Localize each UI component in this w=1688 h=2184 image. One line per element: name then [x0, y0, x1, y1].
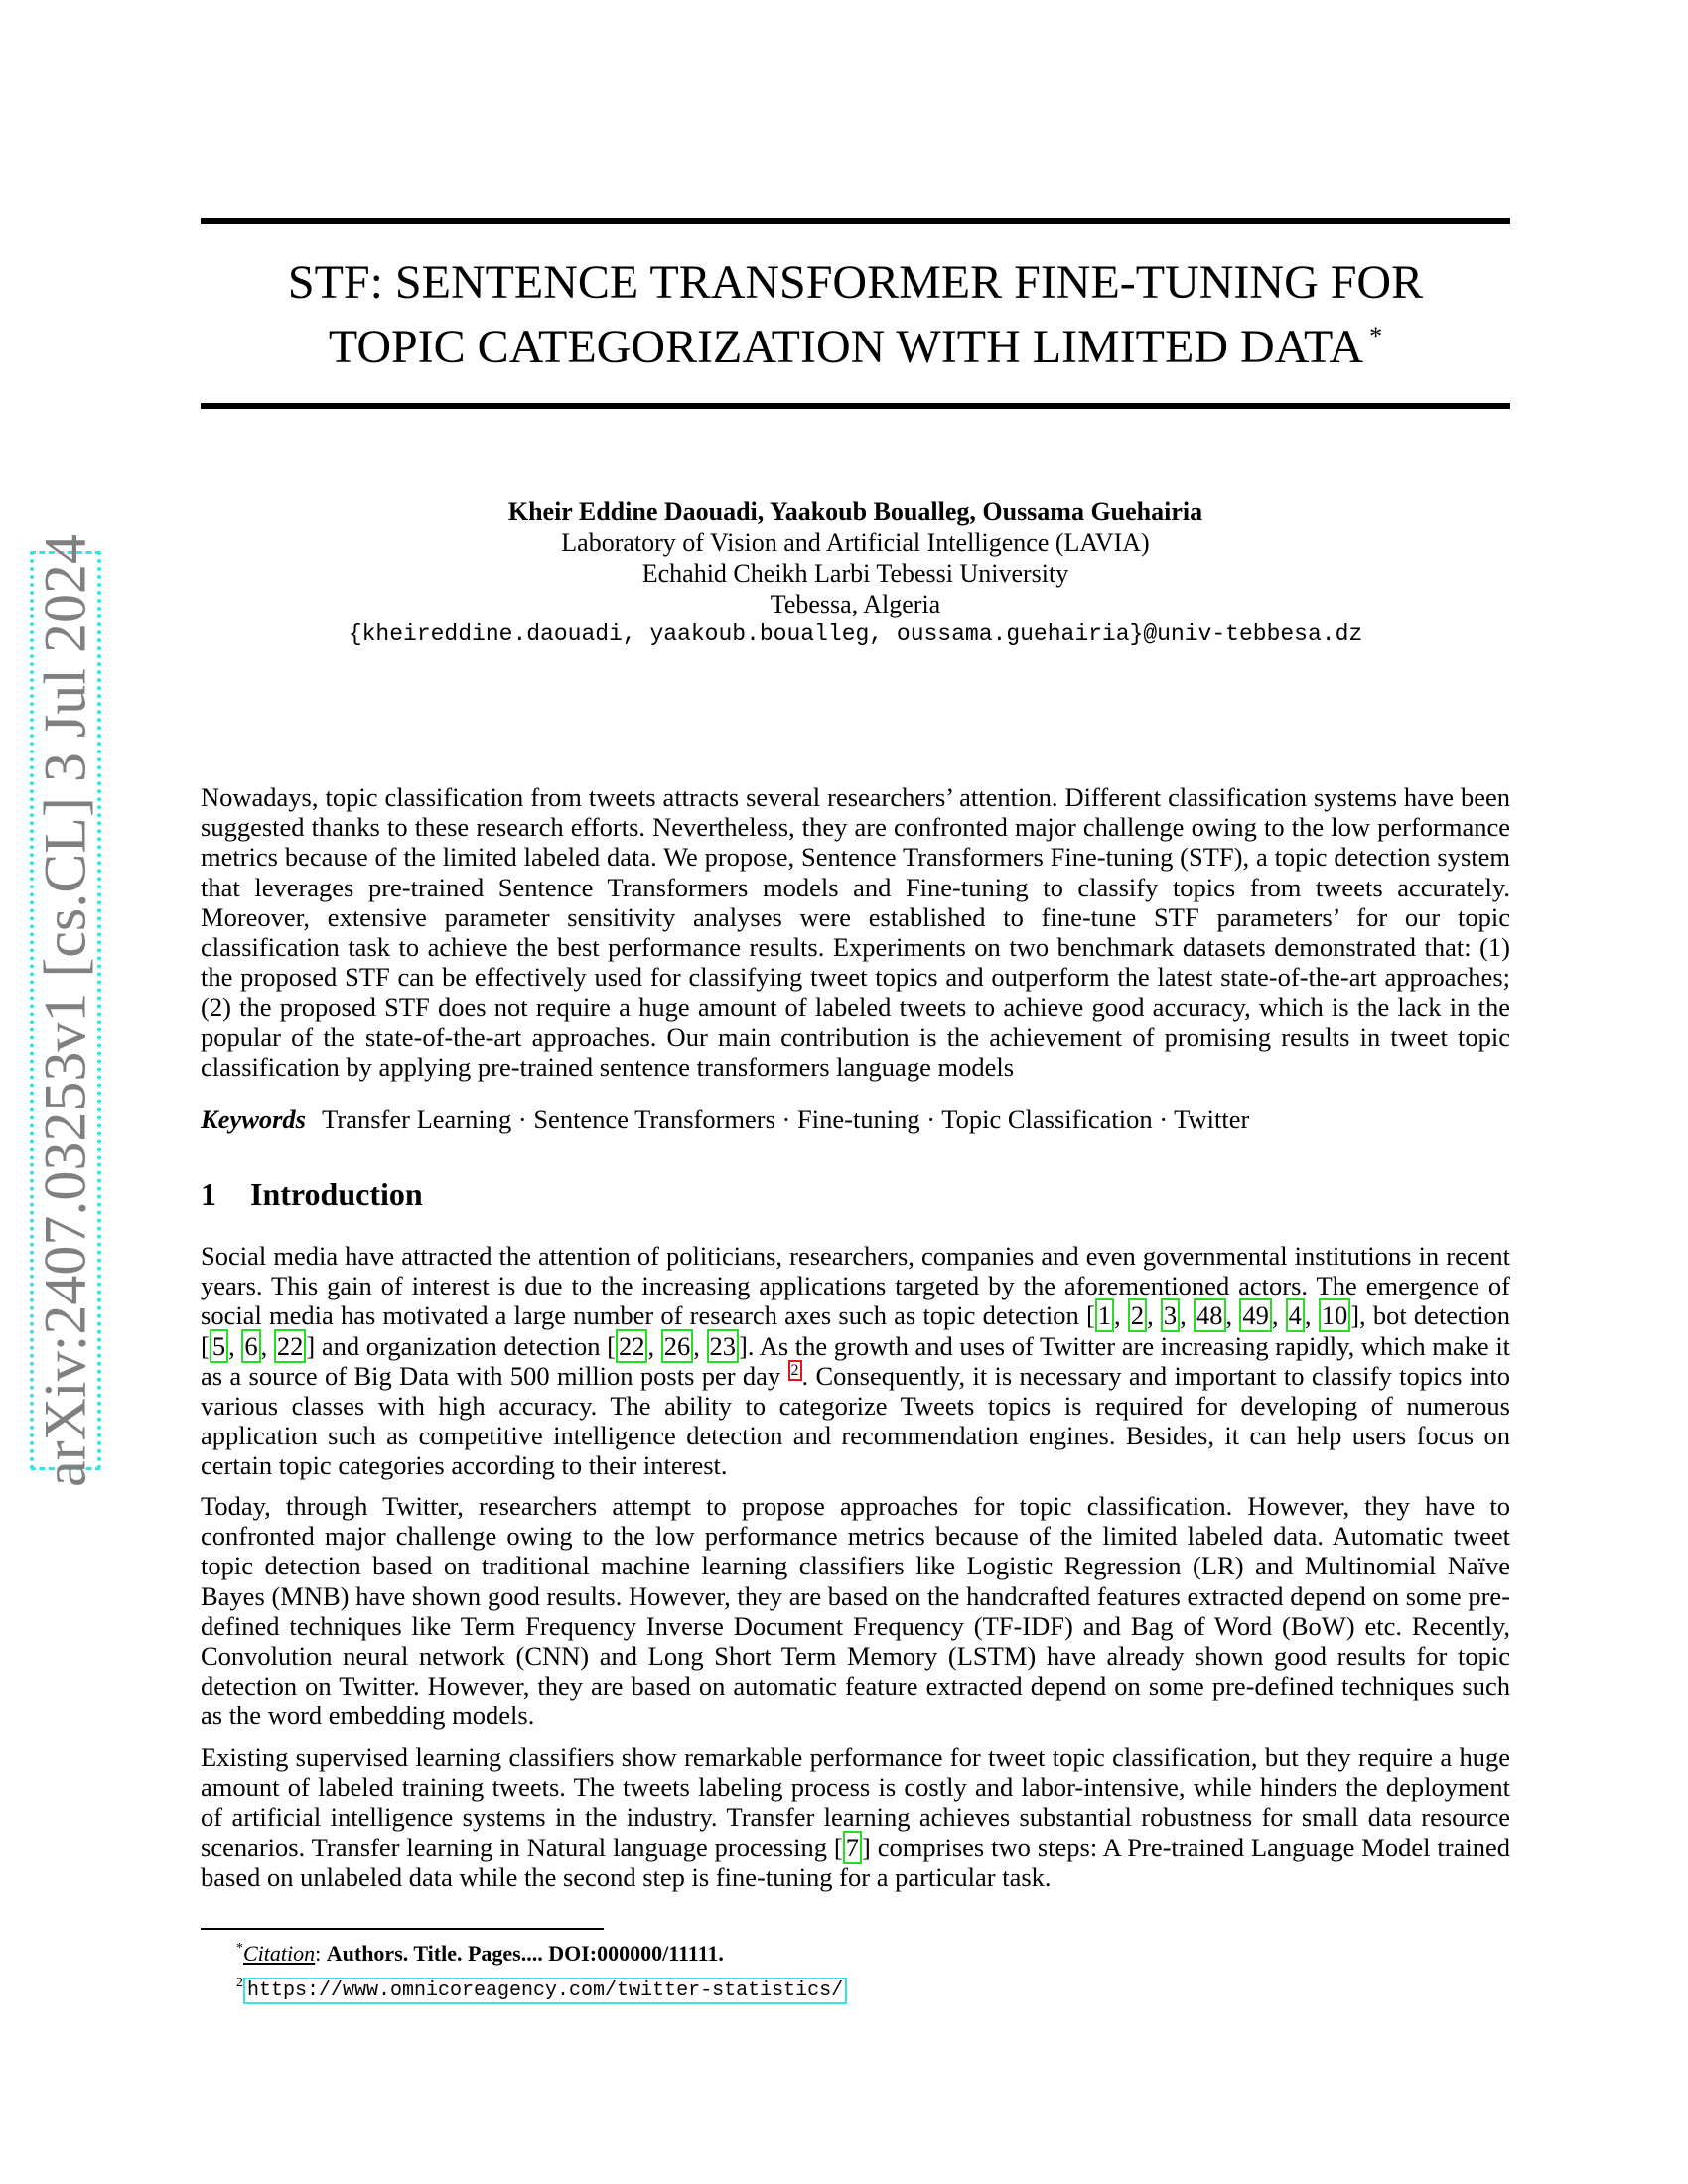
- citation-link[interactable]: 3: [1161, 1298, 1180, 1332]
- keywords-label: Keywords: [201, 1104, 306, 1134]
- citation-link[interactable]: 22: [616, 1329, 648, 1363]
- section-heading-introduction: [201, 1176, 423, 1212]
- footnote-url-link[interactable]: https://www.omnicoreagency.com/twitter-statistics/: [243, 1978, 847, 2004]
- intro-paragraph-3: Existing supervised learning classifiers show remarkable performance for tweet topic classification, but they require a huge amount of labeled training tweets. The tweets labeling process is costly and labor-intensive, while hinders the deployment of artificial intelligence systems in the industry. Transfer learning achieves substantial robustness for small data resource scenarios. Transfer learning in Natural language processing [ 7 ] comprises two steps: A Pre-trained Language Model trained based on unlabeled data while the second step is fine-tuning for a particular task.: [201, 1742, 1510, 1892]
- author-emails: {kheireddine.daouadi, yaakoub.boualleg, oussama.guehairia}@univ-tebbesa.dz: [348, 621, 1363, 647]
- author-location: Tebessa, Algeria: [770, 590, 941, 618]
- citation-link[interactable]: 7: [843, 1831, 862, 1864]
- title-line-2: TOPIC CATEGORIZATION WITH LIMITED DATA *: [328, 321, 1383, 373]
- footnote-rule: [201, 1928, 604, 1930]
- citation-link[interactable]: 10: [1319, 1298, 1351, 1332]
- section-number: 1: [201, 1176, 216, 1212]
- citation-link[interactable]: 48: [1194, 1298, 1226, 1332]
- footnote-citation: *Citation: Authors. Title. Pages.... DOI:000000/11111.: [236, 1941, 724, 1966]
- footnotes: [236, 1934, 847, 2006]
- intro-paragraph-1: Social media have attracted the attention of politicians, researchers, companies and even governmental institutions in recent years. This gain of interest is due to the increasing applications targeted by the aforementioned actors. The emergence of social media has motivated a large number of research axes such as topic detection [ 1 , 2 , 3 , 48 , 49 , 4 , 10 ], bot detection [ 5 , 6 , 22 ] and organization detection [ 22 , 26 , 23 ]. As the growth and uses of Twitter are increasing rapidly, which make it as a source of Big Data with 500 million posts per day $^2$ . Consequently, it is necessary and important to classify topics into various classes with high accuracy. The ability to categorize Tweets topics is required for developing of numerous application such as competitive intelligence detection and recommendation engines. Besides, it can help users focus on certain topic categories according to their interest.: [201, 1241, 1511, 1481]
- author-lab: Laboratory of Vision and Artificial Intelligence (LAVIA): [561, 528, 1150, 557]
- citation-body: Authors. Title. Pages.... DOI:000000/11111.: [326, 1941, 724, 1966]
- citation-link[interactable]: 2: [1128, 1298, 1147, 1332]
- author-university: Echahid Cheikh Larbi Tebessi University: [641, 559, 1069, 588]
- citation-link[interactable]: 26: [661, 1329, 694, 1363]
- intro-paragraph-2: Today, through Twitter, researchers attempt to propose approaches for topic classification. However, they have to confronted major challenge owing to the low performance metrics because of the limited labeled data. Automatic tweet topic detection based on traditional machine learning classifiers like Logistic Regression (LR) and Multinomial Naïve Bayes (MNB) have shown good results. However, they are based on the handcrafted features extracted depend on some pre-defined techniques like Term Frequency Inverse Document Frequency (TF-IDF) and Bag of Word (BoW) etc. Recently, Convolution neural network (CNN) and Long Short Term Memory (LSTM) have already shown good results for topic detection on Twitter. However, they are based on automatic feature extracted depend on some pre-defined techniques such as the word embedding models.: [201, 1491, 1510, 1731]
- citation-link[interactable]: 49: [1239, 1298, 1272, 1332]
- title-line-1: STF: SENTENCE TRANSFORMER FINE-TUNING FOR: [287, 256, 1424, 309]
- title-bottom-rule: [201, 403, 1510, 409]
- arxiv-identifier: arXiv:2407.03253v1 [cs.CL] 3 Jul 2024: [32, 534, 98, 1487]
- citation-label: Citation: [243, 1941, 316, 1966]
- paper-title: [201, 256, 1510, 374]
- footnote-ref-link[interactable]: 2: [788, 1360, 802, 1381]
- citation-link[interactable]: 5: [210, 1329, 228, 1363]
- title-top-rule: [201, 218, 1510, 224]
- citation-link[interactable]: 23: [707, 1329, 740, 1363]
- section-title: Introduction: [250, 1176, 423, 1212]
- abstract: Nowadays, topic classification from tweets attracts several researchers’ attention. Different classification systems have been suggested thanks to these research efforts. Nevertheless, they are confronted major challenge owing to the low performance metrics because of the limited labeled data. We propose, Sentence Transformers Fine-tuning (STF), a topic detection system that leverages pre-trained Sentence Transformers models and Fine-tuning to classify topics from tweets accurately. Moreover, extensive parameter sensitivity analyses were established to fine-tune STF parameters’ for our topic classification task to achieve the best performance results. Experiments on two benchmark datasets demonstrated that: (1) the proposed STF can be effectively used for classifying tweet topics and outperform the latest state-of-the-art approaches; (2) the proposed STF does not require a huge amount of labeled tweets to achieve good accuracy, which is the lack in the popular of the state-of-the-art approaches. Our main contribution is the achievement of promising results in tweet topic classification by applying pre-trained sentence transformers language models: [201, 782, 1510, 1082]
- citation-link[interactable]: 1: [1095, 1298, 1114, 1332]
- keywords: [201, 1104, 1510, 1134]
- citation-link[interactable]: 6: [241, 1329, 260, 1363]
- keywords-list: Transfer Learning · Sentence Transformers · Fine-tuning · Topic Classification · Twitter: [322, 1104, 1250, 1134]
- citation-link[interactable]: 4: [1286, 1298, 1305, 1332]
- title-footnote-mark[interactable]: *: [1369, 322, 1383, 350]
- arxiv-sidebar-stamp[interactable]: [30, 534, 101, 1487]
- author-block: [201, 496, 1510, 650]
- citation-link[interactable]: 22: [274, 1329, 307, 1363]
- author-names: Kheir Eddine Daouadi, Yaakoub Boualleg, Oussama Guehairia: [507, 497, 1203, 526]
- footnote-url: $^2$ https://www.omnicoreagency.com/twitter-statistics/: [236, 1969, 847, 2006]
